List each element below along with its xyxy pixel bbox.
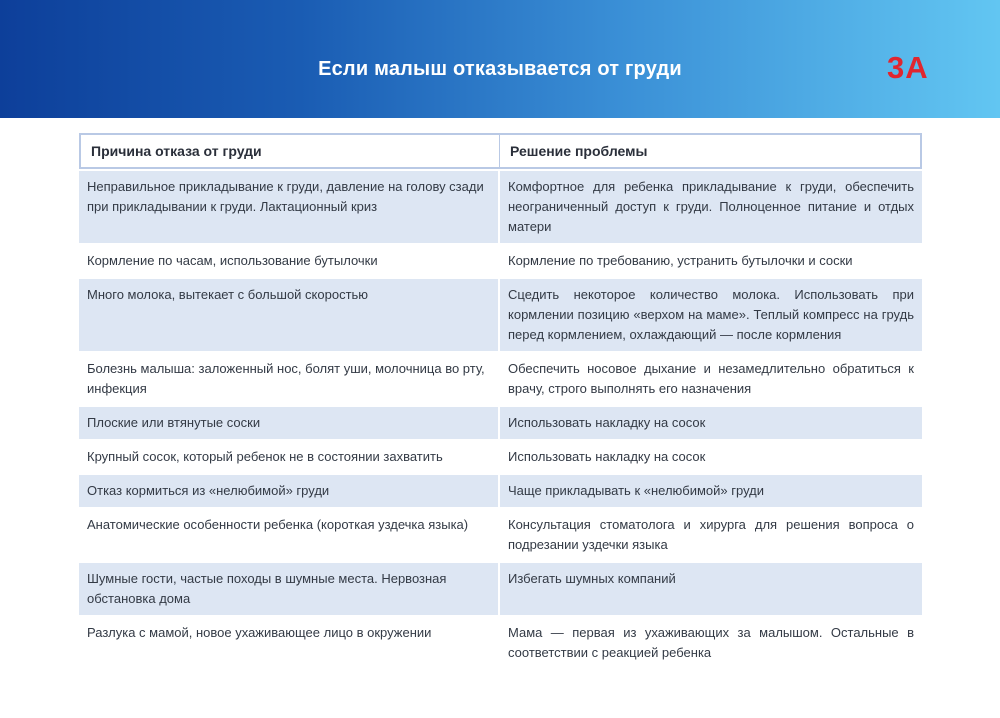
solution-cell: Мама — первая из ухаживающих за малышом. Остальные в соответствии с реакцией ребенка xyxy=(500,617,922,669)
solution-cell: Сцедить некоторое количество молока. Использовать при кормлении позицию «верхом на маме». Теплый компресс на грудь перед кормлением, охлаждающий — после кормления xyxy=(500,279,922,351)
table-row xyxy=(79,353,922,405)
solution-cell: Избегать шумных компаний xyxy=(500,563,922,615)
table-row xyxy=(79,617,922,669)
cause-cell: Отказ кормиться из «нелюбимой» груди xyxy=(79,475,500,507)
cause-cell: Много молока, вытекает с большой скоростью xyxy=(79,279,500,351)
cause-cell: Плоские или втянутые соски xyxy=(79,407,500,439)
solution-cell: Использовать накладку на сосок xyxy=(500,441,922,473)
solution-cell: Использовать накладку на сосок xyxy=(500,407,922,439)
table-row xyxy=(79,475,922,507)
table-row xyxy=(79,407,922,439)
table-row xyxy=(79,563,922,615)
solution-cell: Чаще прикладывать к «нелюбимой» груди xyxy=(500,475,922,507)
cause-cell: Неправильное прикладывание к груди, давление на голову сзади при прикладывании к груди. Лактационный криз xyxy=(79,171,500,243)
table-header-row xyxy=(79,133,922,169)
column-header-cause: Причина отказа от груди xyxy=(79,133,500,169)
refusal-table xyxy=(79,131,922,671)
table-row xyxy=(79,279,922,351)
table-row xyxy=(79,245,922,277)
table-row xyxy=(79,441,922,473)
solution-cell: Комфортное для ребенка прикладывание к груди, обеспечить неограниченный доступ к груди. Полноценное питание и отдых матери xyxy=(500,171,922,243)
cause-cell: Шумные гости, частые походы в шумные места. Нервозная обстановка дома xyxy=(79,563,500,615)
cause-cell: Крупный сосок, который ребенок не в состоянии захватить xyxy=(79,441,500,473)
table-row xyxy=(79,171,922,243)
solution-cell: Обеспечить носовое дыхание и незамедлительно обратиться к врачу, строго выполнять его назначения xyxy=(500,353,922,405)
column-header-solution: Решение проблемы xyxy=(500,133,922,169)
solution-cell: Кормление по требованию, устранить бутылочки и соски xyxy=(500,245,922,277)
section-badge: 3А xyxy=(887,50,929,85)
header-banner xyxy=(0,0,1000,118)
cause-cell: Болезнь малыша: заложенный нос, болят уши, молочница во рту, инфекция xyxy=(79,353,500,405)
cause-cell: Разлука с мамой, новое ухаживающее лицо в окружении xyxy=(79,617,500,669)
solution-cell: Консультация стоматолога и хирурга для решения вопроса о подрезании уздечки языка xyxy=(500,509,922,561)
table-row xyxy=(79,509,922,561)
cause-cell: Кормление по часам, использование бутылочки xyxy=(79,245,500,277)
cause-cell: Анатомические особенности ребенка (короткая уздечка языка) xyxy=(79,509,500,561)
page-title: Если малыш отказывается от груди xyxy=(318,58,682,80)
